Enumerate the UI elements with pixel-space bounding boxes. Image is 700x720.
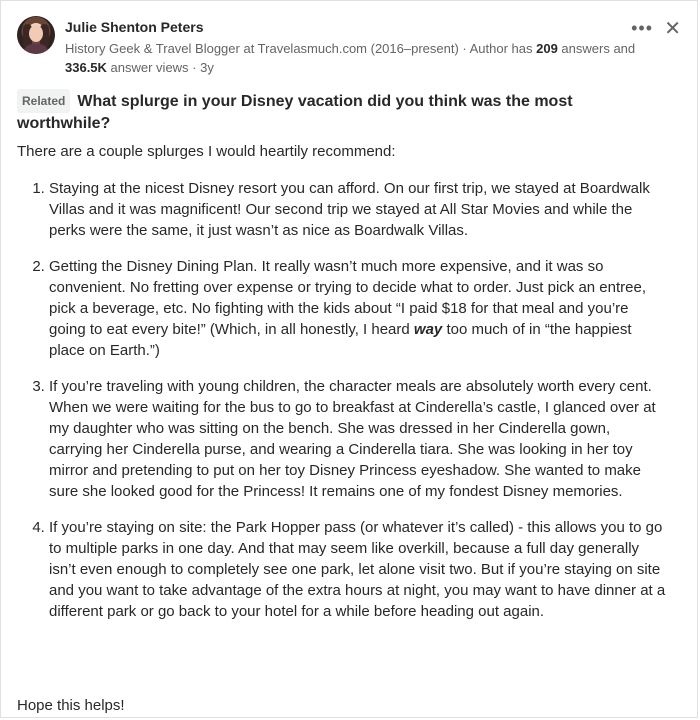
- list-item: 3. If you’re traveling with young children, the character meals are absolutely worth every cent. When we were waiting for the bus to go to breakfast at Cinderella’s castle, I glanced over at my daughter who was sitting on the bench. She was dressed in her Cinderella gown, carrying her Cinderella purse, and wearing a Cinderella tiara. She was looking in her toy mirror and pretending to put on her toy Disney Princess eyeshadow. She wanted to make sure she looked good for the Princess! It remains one of my fondest Disney memories.: [49, 376, 667, 502]
- views-count: 336.5K: [65, 60, 107, 75]
- question-title[interactable]: What splurge in your Disney vacation did you think was the most worthwhile?: [17, 93, 573, 132]
- author-name[interactable]: Julie Shenton Peters: [65, 19, 204, 35]
- author-credentials: [65, 39, 647, 77]
- list-item: 1. Staying at the nicest Disney resort you can afford. On our first trip, we stayed at Boardwalk Villas and it was magnificent! Our second trip we stayed at All Star Movies and while the perks were the same, it just wasn’t as nice as Boardwalk Villas.: [49, 178, 667, 241]
- answer-closing: Hope this helps!: [17, 697, 125, 714]
- answer-body: [17, 141, 667, 637]
- list-item-text-before: Getting the Disney Dining Plan. It really wasn’t much more expensive, and it was so convenient. No fretting over expense or trying to decide what to order. Just pick an entree, pick a beverage, etc. No fighting with the kids about “I paid $18 for that meal and you’re going to eat every bite!” (Which, in all honestly, I heard: [49, 258, 647, 338]
- list-item-text-after: too much of in “the happiest place on Earth.”): [49, 321, 632, 359]
- answer-header: [17, 15, 681, 77]
- close-icon[interactable]: ✕: [664, 18, 681, 40]
- ellipsis-icon[interactable]: •••: [631, 18, 653, 38]
- related-question[interactable]: [17, 89, 657, 134]
- author-avatar[interactable]: [17, 16, 55, 54]
- credential-prefix: History Geek & Travel Blogger at Travelasmuch.com (2016–present) · Author has: [65, 41, 537, 56]
- views-suffix: answer views · 3y: [106, 60, 214, 75]
- answers-count: 209: [536, 41, 558, 56]
- answer-intro: There are a couple splurges I would heartily recommend:: [17, 143, 396, 160]
- answer-list: [17, 178, 667, 622]
- avatar-shirt: [23, 44, 49, 54]
- list-item: [49, 256, 667, 361]
- avatar-face: [29, 25, 43, 42]
- answers-suffix: answers and: [557, 41, 636, 56]
- emphasis-text: way: [413, 321, 443, 338]
- related-badge: Related: [17, 89, 70, 113]
- list-item: 4. If you’re staying on site: the Park Hopper pass (or whatever it’s called) - this allows you to go to multiple parks in one day. And that may seem like overkill, because a full day generally isn’t even enough to completely see one park, let alone visit two. But if you’re staying on site and you want to take advantage of the extra hours at night, you may want to have dinner at a different park or go back to your hotel for a while before heading out again.: [49, 517, 667, 622]
